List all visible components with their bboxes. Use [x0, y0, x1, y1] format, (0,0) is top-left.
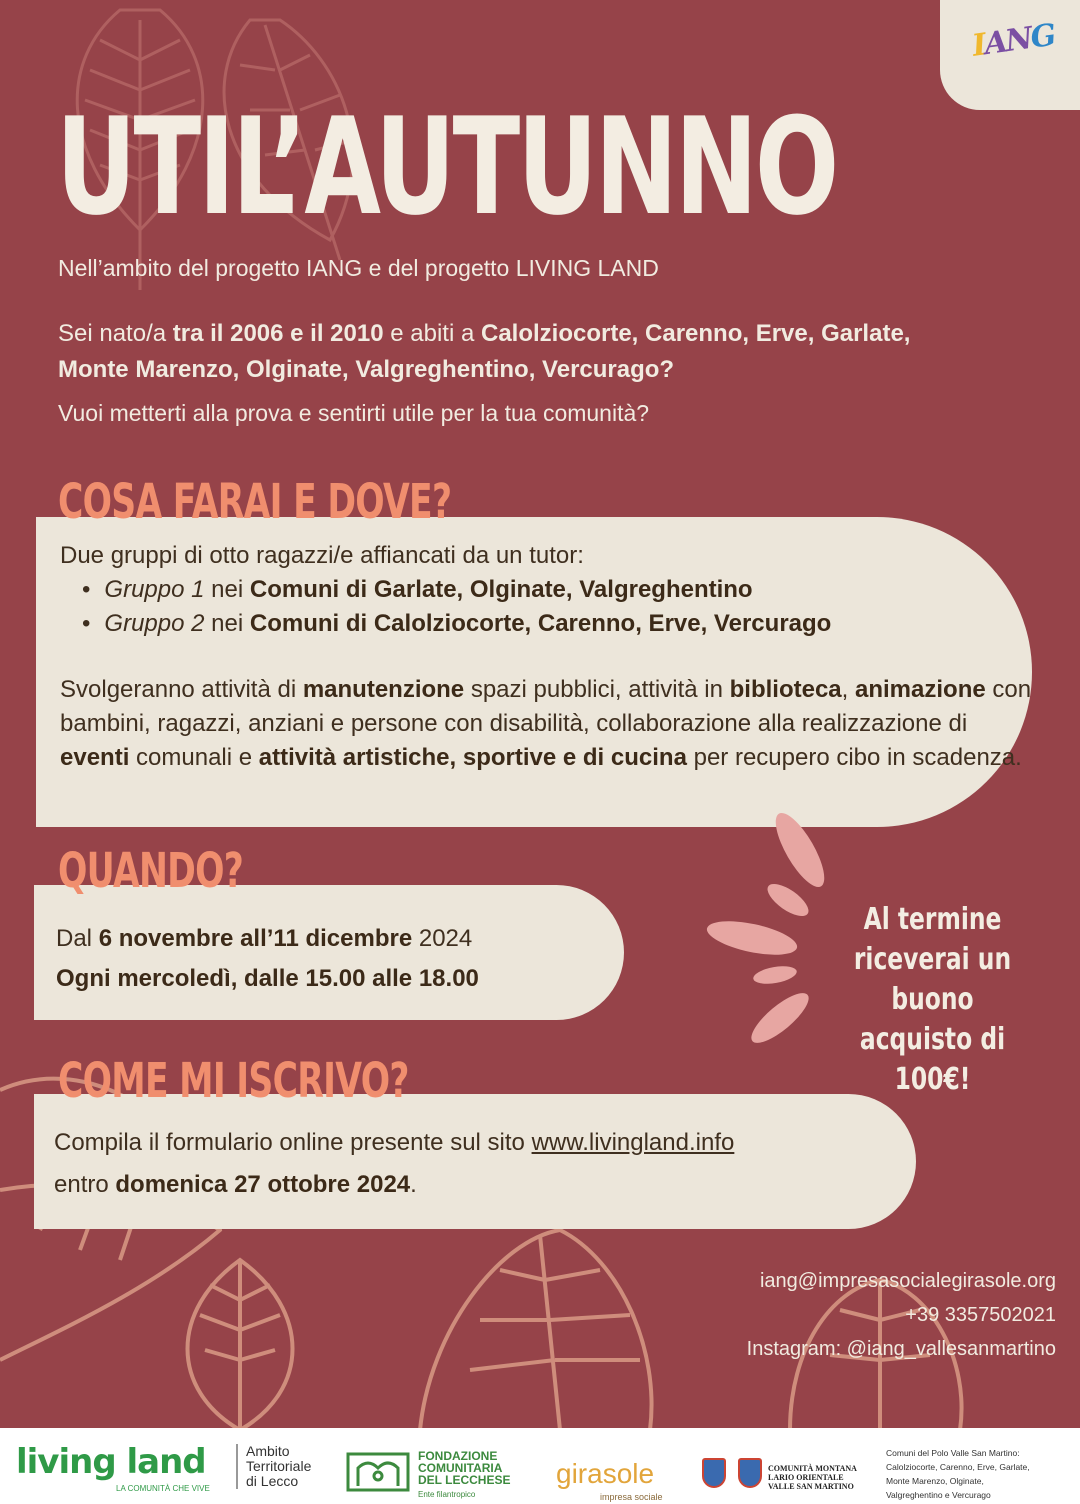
fondazione-icon: [346, 1450, 410, 1494]
section-what-box: [36, 517, 1032, 827]
intro-question: Vuoi metterti alla prova e sentirti utile per la tua comunità?: [58, 400, 650, 426]
crest-icon: [702, 1458, 726, 1488]
intro-text: Sei nato/a tra il 2006 e il 2010 e abiti a Calolziocorte, Carenno, Erve, Garlate, Monte Marenzo, Olginate, Valgreghentino, Vercurago?: [58, 320, 911, 383]
activities-text: Svolgeranno attività di manutenzione spazi pubblici, attività in biblioteca, animazione con bambini, ragazzi, anziani e persone con disabilità, collaborazione alla realizzazione di eventi comunali e attività artistiche, sportive e di cucina per recupero cibo in scadenza.: [60, 676, 1032, 771]
contacts-block: [747, 1264, 1056, 1366]
section-how-box: Compila il formulario online presente sul sito www.livingland.info entro domenica 27 ottobre 2024.: [34, 1094, 916, 1229]
bonus-callout: Al termine riceverai un buono acquisto di 100€!: [853, 902, 1012, 1097]
website-link[interactable]: www.livingland.info: [531, 1129, 735, 1156]
section-title-how: COME MI ISCRIVO?: [58, 1053, 409, 1109]
contact-email[interactable]: iang@impresasocialegirasole.org: [759, 1270, 1056, 1292]
livingland-tagline: LA COMUNITÀ CHE VIVE: [116, 1484, 210, 1493]
page-title: UTIL’AUTUNNO: [56, 89, 837, 245]
iang-logo: IANG: [970, 17, 1057, 64]
schedule-line: Ogni mercoledì, dalle 15.00 alle 18.00: [56, 965, 479, 992]
crest-icon: [738, 1458, 762, 1488]
ambito-logo: Ambito Territoriale di Lecco: [236, 1444, 311, 1489]
section-title-when: QUANDO?: [58, 843, 244, 899]
fondazione-logo: FONDAZIONE COMUNITARIA DEL LECCHESE: [418, 1449, 511, 1487]
groups-list: [82, 573, 1032, 641]
subtitle: Nell’ambito del progetto IANG e del progetto LIVING LAND: [58, 255, 659, 281]
burst-decoration: [700, 800, 850, 1050]
list-item: • Gruppo 2 nei Comuni di Calolziocorte, Carenno, Erve, Vercurago: [82, 607, 1032, 641]
section-title-what: COSA FARAI E DOVE?: [58, 474, 452, 530]
comunita-montana-logo: COMUNITÀ MONTANA LARIO ORIENTALE VALLE SAN MARTINO: [768, 1464, 857, 1491]
polo-text: Comuni del Polo Valle San Martino: Calolziocorte, Carenno, Erve, Garlate, Monte Marenzo, Olginate, Valgreghentino e Vercurago: [886, 1448, 1030, 1500]
livingland-logo: living land: [16, 1442, 206, 1482]
list-item: • Gruppo 1 nei Comuni di Garlate, Olginate, Valgreghentino: [82, 573, 1032, 607]
dates-line: Dal 6 novembre all’11 dicembre 2024: [56, 925, 473, 952]
fondazione-subtitle: Ente filantropico: [418, 1490, 476, 1499]
section-when-box: [34, 885, 624, 1020]
girasole-subtitle: impresa sociale: [600, 1492, 663, 1502]
groups-lead: Due gruppi di otto ragazzi/e affiancati da un tutor:: [60, 542, 584, 569]
contact-phone[interactable]: +39 3357502021: [905, 1304, 1056, 1326]
logo-badge: [940, 0, 1080, 110]
contact-instagram[interactable]: Instagram: @iang_vallesanmartino: [746, 1338, 1056, 1360]
sponsor-footer: [0, 1428, 1080, 1504]
girasole-logo: girasole: [556, 1458, 655, 1489]
